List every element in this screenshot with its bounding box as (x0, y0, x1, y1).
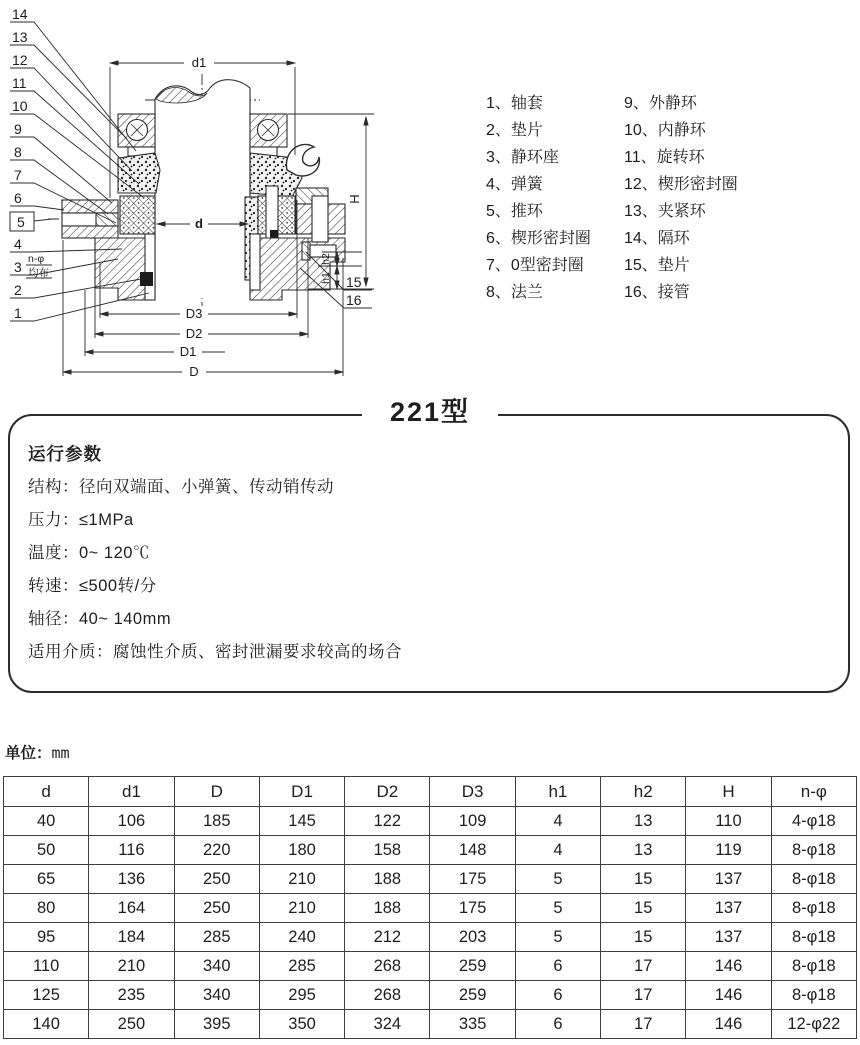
parameter-row: 压力：≤1MPa (28, 511, 134, 529)
parts-list-item: 3、静环座 (486, 149, 559, 166)
parameter-row: 轴径：40~ 140mm (28, 610, 172, 628)
parts-list-item: 9、外静环 (624, 95, 697, 112)
table-cell: 65 (4, 865, 89, 894)
parts-list-item: 10、内静环 (624, 122, 706, 139)
table-header (4, 777, 857, 807)
table-cell: 4-φ18 (771, 807, 856, 836)
table-cell: 116 (89, 836, 174, 865)
table-cell: 395 (174, 1010, 259, 1039)
dim-label-D2: D2 (185, 326, 203, 341)
table-cell: 268 (345, 981, 430, 1010)
parts-list-item: 12、楔形密封圈 (624, 176, 738, 193)
table-cell: 188 (345, 894, 430, 923)
table-cell: 295 (259, 981, 344, 1010)
table-cell: 259 (430, 952, 515, 981)
table-row (4, 807, 857, 836)
parameter-row: 结构：径向双端面、小弹簧、传动销传动 (28, 478, 334, 496)
parameter-row: 适用介质：腐蚀性介质、密封泄漏要求较高的场合 (28, 643, 402, 661)
parts-list (486, 90, 856, 306)
table-header-cell: d (4, 777, 89, 807)
table-cell: 350 (259, 1010, 344, 1039)
table-cell: 5 (515, 865, 600, 894)
table-header-cell: h2 (601, 777, 686, 807)
parameters-list (28, 471, 840, 669)
parts-list-item: 6、楔形密封圈 (486, 230, 591, 247)
table-cell: 5 (515, 894, 600, 923)
table-cell: 6 (515, 952, 600, 981)
table-cell: 15 (601, 865, 686, 894)
table-cell: 6 (515, 981, 600, 1010)
table-cell: 110 (4, 952, 89, 981)
table-cell: 175 (430, 894, 515, 923)
unit-note-label: 单位： (5, 745, 52, 762)
table-cell: 12-φ22 (771, 1010, 856, 1039)
parts-list-item: 5、推环 (486, 203, 543, 220)
dim-label-h1: h1 (320, 272, 332, 284)
table-cell: 95 (4, 923, 89, 952)
dim-label-d: d (195, 216, 203, 231)
table-header-cell: D3 (430, 777, 515, 807)
table-cell: 13 (601, 836, 686, 865)
table-cell: 188 (345, 865, 430, 894)
table-cell: 40 (4, 807, 89, 836)
table-header-cell: D1 (259, 777, 344, 807)
table-cell: 146 (686, 1010, 771, 1039)
dim-label-D1: D1 (179, 344, 197, 359)
wave-washer (286, 144, 319, 175)
table-cell: 164 (89, 894, 174, 923)
shaft (155, 80, 250, 298)
parameters-heading: 运行参数 (28, 444, 102, 464)
table-row (4, 923, 857, 952)
table-cell: 146 (686, 981, 771, 1010)
table-cell: 210 (259, 894, 344, 923)
table-cell: 8-φ18 (771, 952, 856, 981)
table-cell: 340 (174, 952, 259, 981)
callout-5: 5 (17, 214, 25, 230)
table-cell: 4 (515, 836, 600, 865)
dim-label-D3: D3 (185, 306, 203, 321)
callout-13: 13 (12, 29, 28, 45)
model-title: 221型 (362, 396, 498, 428)
parts-list-left (486, 90, 604, 306)
table-row (4, 836, 857, 865)
table-cell: 13 (601, 807, 686, 836)
table-cell: 8-φ18 (771, 981, 856, 1010)
parts-list-item: 7、0型密封圈 (486, 257, 584, 274)
table-cell: 140 (4, 1010, 89, 1039)
table-body (4, 807, 857, 1039)
parts-list-item: 2、垫片 (486, 122, 543, 139)
parts-list-item: 16、接管 (624, 284, 690, 301)
callout-12: 12 (12, 52, 28, 68)
table-row (4, 865, 857, 894)
table-cell: 8-φ18 (771, 865, 856, 894)
table-cell: 285 (174, 923, 259, 952)
table-cell: 180 (259, 836, 344, 865)
table-header-cell: H (686, 777, 771, 807)
table-cell: 212 (345, 923, 430, 952)
dim-label-d1: d1 (191, 55, 207, 70)
callout-11: 11 (12, 75, 27, 91)
table-cell: 259 (430, 981, 515, 1010)
table-cell: 145 (259, 807, 344, 836)
table-cell: 125 (4, 981, 89, 1010)
table-cell: 335 (430, 1010, 515, 1039)
table-cell: 240 (259, 923, 344, 952)
table-row (4, 981, 857, 1010)
table-cell: 17 (601, 952, 686, 981)
table-cell: 8-φ18 (771, 894, 856, 923)
table-cell: 137 (686, 865, 771, 894)
parameter-row: 转速：≤500转/分 (28, 577, 157, 595)
parts-list-item: 15、垫片 (624, 257, 690, 274)
unit-note (5, 741, 70, 763)
seal-cross-section-diagram (0, 0, 480, 392)
table-cell: 175 (430, 865, 515, 894)
table-cell: 6 (515, 1010, 600, 1039)
callout-16: 16 (346, 292, 362, 308)
table-cell: 80 (4, 894, 89, 923)
table-cell: 235 (89, 981, 174, 1010)
table-cell: 184 (89, 923, 174, 952)
table-cell: 17 (601, 1010, 686, 1039)
callout-15: 15 (346, 274, 362, 290)
shaft-sleeve (145, 234, 155, 300)
table-cell: 8-φ18 (771, 923, 856, 952)
parts-list-right (624, 90, 738, 306)
callout-7: 7 (14, 167, 22, 183)
table-cell: 122 (345, 807, 430, 836)
table-cell: 210 (259, 865, 344, 894)
table-cell: 250 (174, 894, 259, 923)
table-cell: 324 (345, 1010, 430, 1039)
table-cell: 109 (430, 807, 515, 836)
table-header-row (4, 777, 857, 807)
unit-note-value: mm (51, 744, 70, 762)
parts-list-item: 8、法兰 (486, 284, 543, 301)
callout-9: 9 (14, 121, 22, 137)
table-row (4, 952, 857, 981)
table-cell: 148 (430, 836, 515, 865)
table-cell: 185 (174, 807, 259, 836)
parts-list-item: 14、隔环 (624, 230, 690, 247)
table-cell: 340 (174, 981, 259, 1010)
table-cell: 250 (174, 865, 259, 894)
callout-6: 6 (14, 190, 22, 206)
callout-2: 2 (14, 282, 22, 298)
table-header-cell: n-φ (771, 777, 856, 807)
parts-list-item: 4、弹簧 (486, 176, 543, 193)
gland (62, 200, 118, 238)
operating-parameters (28, 438, 840, 669)
table-row (4, 1010, 857, 1039)
dim-label-D: D (189, 364, 199, 379)
parameter-row: 温度：0~ 120℃ (28, 544, 150, 562)
table-cell: 137 (686, 894, 771, 923)
table-header-cell: D (174, 777, 259, 807)
table-row (4, 894, 857, 923)
parts-list-item: 11、旋转环 (624, 149, 705, 166)
table-cell: 119 (686, 836, 771, 865)
callout-10: 10 (12, 98, 28, 114)
table-cell: 158 (345, 836, 430, 865)
table-cell: 106 (89, 807, 174, 836)
parts-list-item: 13、夹紧环 (624, 203, 706, 220)
bolt-holes-note-line2: 均布 (28, 267, 49, 279)
table-cell: 15 (601, 894, 686, 923)
table-cell: 146 (686, 952, 771, 981)
gasket (140, 272, 153, 286)
dimensions-table (3, 776, 857, 1039)
callout-4: 4 (14, 236, 22, 252)
table-cell: 17 (601, 981, 686, 1010)
table-cell: 8-φ18 (771, 836, 856, 865)
table-cell: 250 (89, 1010, 174, 1039)
callout-3: 3 (14, 259, 22, 275)
table-cell: 203 (430, 923, 515, 952)
table-cell: 210 (89, 952, 174, 981)
dim-label-H: H (347, 194, 362, 204)
table-cell: 15 (601, 923, 686, 952)
callout-1: 1 (14, 305, 22, 321)
table-header-cell: h1 (515, 777, 600, 807)
table-cell: 136 (89, 865, 174, 894)
table-cell: 4 (515, 807, 600, 836)
table-cell: 268 (345, 952, 430, 981)
table-cell: 137 (686, 923, 771, 952)
table-cell: 285 (259, 952, 344, 981)
table-cell: 50 (4, 836, 89, 865)
table-cell: 5 (515, 923, 600, 952)
callout-14: 14 (12, 6, 28, 22)
parts-list-item: 1、轴套 (486, 95, 543, 112)
callout-8: 8 (14, 144, 22, 160)
table-cell: 220 (174, 836, 259, 865)
dim-label-h2: h2 (320, 253, 332, 265)
bolt-holes-note-line1: n-φ (28, 253, 45, 265)
table-header-cell: D2 (345, 777, 430, 807)
table-cell: 110 (686, 807, 771, 836)
table-header-cell: d1 (89, 777, 174, 807)
